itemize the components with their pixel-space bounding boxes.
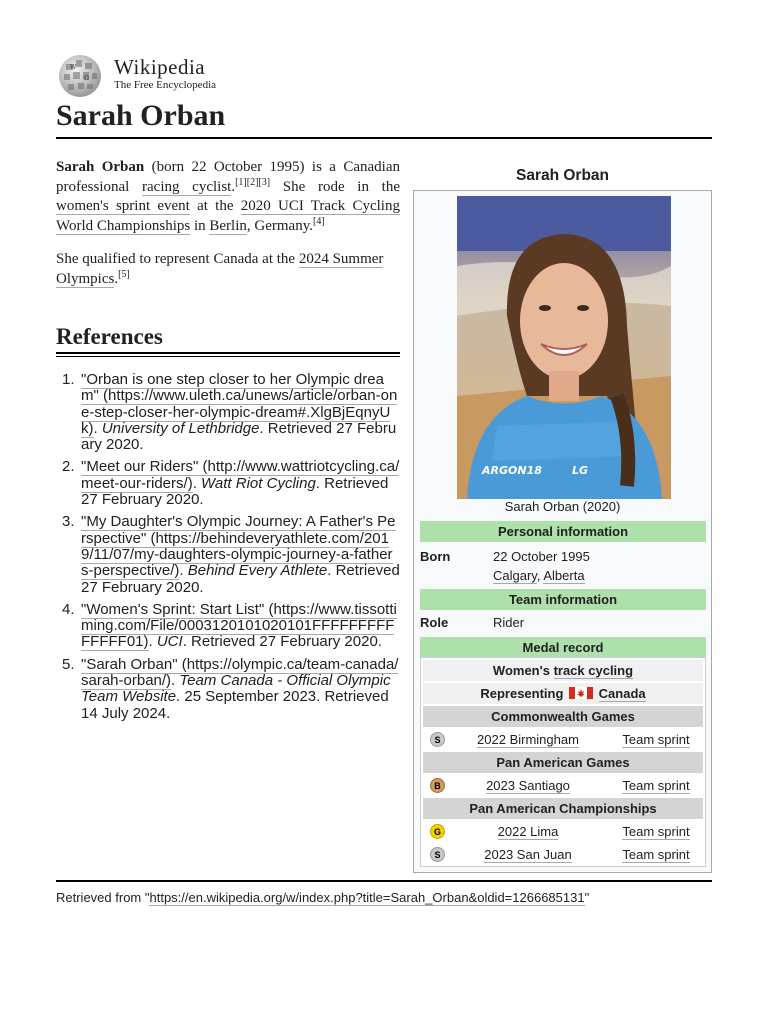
medal-event-link[interactable]: 2022 Lima bbox=[497, 824, 559, 839]
infobox-caption: Sarah Orban bbox=[515, 167, 610, 184]
text: . bbox=[171, 672, 180, 690]
text: . Retrieved 27 February 2020. bbox=[81, 562, 400, 596]
link-alberta[interactable]: Alberta bbox=[543, 568, 585, 583]
text: . bbox=[114, 270, 119, 287]
medal-table bbox=[420, 657, 706, 867]
wordmark-tagline: The Free Encyclopedia bbox=[114, 79, 217, 91]
silver-medal-icon: S bbox=[430, 732, 445, 747]
medal-record-header: Medal record bbox=[420, 637, 706, 658]
photo-caption: Sarah Orban (2020) bbox=[504, 499, 621, 514]
text: . bbox=[148, 633, 157, 651]
text: , Germany. bbox=[246, 217, 313, 234]
infobox bbox=[413, 190, 712, 873]
text: at the bbox=[189, 198, 241, 215]
page-title: Sarah Orban bbox=[56, 99, 226, 132]
wordmark-title: Wikipedia bbox=[114, 55, 206, 79]
text: , bbox=[536, 568, 544, 583]
games-row: Commonwealth Games bbox=[423, 706, 703, 727]
references-list bbox=[56, 372, 400, 728]
text: Women's bbox=[492, 663, 554, 678]
reference-source: Team Canada - Official Olympic Team Website bbox=[81, 672, 391, 706]
text: . Retrieved 27 February 2020. bbox=[182, 633, 382, 651]
lead-paragraph bbox=[56, 158, 400, 236]
reference-source: UCI bbox=[156, 633, 183, 651]
role-value: Rider bbox=[493, 615, 525, 630]
representing-label: Representing bbox=[480, 686, 564, 701]
link-canada[interactable]: Canada bbox=[598, 686, 646, 701]
reference-number: 1. bbox=[62, 371, 75, 388]
citation-4[interactable]: [4] bbox=[312, 215, 325, 227]
born-label: Born bbox=[420, 549, 451, 564]
medal-type-link[interactable]: Team sprint bbox=[622, 732, 690, 747]
canada-flag-icon bbox=[569, 687, 593, 699]
retrieved-url-link[interactable]: https://en.wikipedia.org/w/index.php?title=Sarah_Orban&oldid=1266685131 bbox=[149, 890, 585, 905]
born-place bbox=[493, 566, 585, 585]
medal-row bbox=[423, 844, 703, 865]
text: . Retrieved 27 February 2020. bbox=[81, 419, 397, 454]
medal-event-link[interactable]: 2022 Birmingham bbox=[477, 732, 579, 747]
reference-number: 3. bbox=[62, 513, 75, 531]
reference-source: University of Lethbridge bbox=[101, 419, 260, 437]
games-row: Pan American Championships bbox=[423, 798, 703, 819]
personal-information-header: Personal information bbox=[420, 521, 706, 542]
svg-text:LG: LG bbox=[572, 464, 589, 477]
link-track-cycling[interactable]: track cycling bbox=[553, 663, 634, 678]
references-divider bbox=[56, 352, 400, 357]
olympics-paragraph bbox=[56, 250, 400, 289]
reference-number: 2. bbox=[62, 458, 75, 476]
medal-row bbox=[423, 775, 703, 796]
reference-item bbox=[56, 657, 400, 722]
reference-item bbox=[56, 372, 400, 453]
medal-type-link[interactable]: Team sprint bbox=[622, 824, 690, 839]
medal-event-link[interactable]: 2023 Santiago bbox=[486, 778, 570, 793]
link-olympics[interactable]: 2024 Summer Olympics bbox=[56, 251, 384, 287]
bronze-medal-icon: B bbox=[430, 778, 445, 793]
silver-medal-icon: S bbox=[430, 847, 445, 862]
medal-type-link[interactable]: Team sprint bbox=[622, 847, 690, 862]
gold-medal-icon: G bbox=[430, 824, 445, 839]
svg-text:Ω: Ω bbox=[84, 75, 89, 82]
medal-type-link[interactable]: Team sprint bbox=[622, 778, 690, 793]
medal-row bbox=[423, 821, 703, 842]
footer-divider bbox=[56, 880, 712, 882]
wikipedia-wordmark[interactable] bbox=[114, 56, 216, 91]
link-championships[interactable]: 2020 UCI Track Cycling World Championships bbox=[56, 198, 400, 234]
text: She rode in the bbox=[270, 178, 400, 195]
medal-row bbox=[423, 729, 703, 750]
reference-link[interactable]: "Meet our Riders" (http://www.wattriotcycling.ca/meet-our-riders/) bbox=[81, 458, 400, 492]
team-information-header: Team information bbox=[420, 589, 706, 610]
sport-row bbox=[423, 660, 703, 681]
reference-number: 5. bbox=[62, 655, 75, 673]
references-heading: References bbox=[56, 324, 163, 349]
citation-5[interactable]: [5] bbox=[118, 268, 130, 280]
reference-link[interactable]: "Women's Sprint: Start List" (https://www.tissottiming.com/File/0003120101020101FFFFFFFFFFFFFF01) bbox=[81, 600, 397, 651]
text: . bbox=[179, 562, 188, 580]
reference-source: Watt Riot Cycling bbox=[201, 474, 316, 492]
text: . 25 September 2023. Retrieved 14 July 2024. bbox=[81, 688, 389, 722]
reference-item bbox=[56, 602, 400, 651]
representing-row bbox=[423, 683, 703, 704]
reference-link[interactable]: "Sarah Orban" (https://olympic.ca/team-canada/sarah-orban/) bbox=[81, 655, 399, 690]
title-divider bbox=[56, 137, 712, 139]
role-label: Role bbox=[420, 615, 449, 630]
text: . Retrieved 27 February 2020. bbox=[81, 474, 389, 509]
reference-link[interactable]: "Orban is one step closer to her Olympic dream" (https://www.uleth.ca/unews/article/orban-one-step-closer-her-olympic-dream#.XlgBjEqnyUk) bbox=[81, 371, 398, 437]
svg-text:W: W bbox=[70, 64, 77, 71]
link-berlin[interactable]: Berlin bbox=[209, 217, 247, 234]
medal-event-link[interactable]: 2023 San Juan bbox=[484, 847, 572, 862]
text: . bbox=[192, 474, 202, 492]
text: (born 22 October 1995) is a Canadian professional bbox=[56, 159, 400, 195]
retrieved-from bbox=[56, 890, 589, 906]
citation-1-2-3[interactable]: [1][2][3] bbox=[235, 176, 271, 188]
wikipedia-globe-logo[interactable] bbox=[56, 54, 104, 98]
link-calgary[interactable]: Calgary bbox=[493, 568, 537, 583]
reference-item bbox=[56, 514, 400, 595]
subject-name: Sarah Orban bbox=[56, 159, 145, 175]
link-racing-cyclist[interactable]: racing cyclist bbox=[142, 178, 232, 195]
games-row: Pan American Games bbox=[423, 752, 703, 773]
reference-item bbox=[56, 459, 400, 508]
text: . bbox=[231, 178, 236, 195]
reference-link[interactable]: "My Daughter's Olympic Journey: A Father's Perspective" (https://behindeveryathlete.com/2019/11/07/my-daughters-olympic-journey-a-fathers-perspective/) bbox=[81, 513, 396, 580]
svg-text:ARGON18: ARGON18 bbox=[482, 464, 542, 477]
text: in bbox=[190, 217, 210, 234]
text: . bbox=[93, 419, 102, 437]
reference-source: Behind Every Athlete bbox=[187, 562, 328, 580]
born-date: 22 October 1995 bbox=[493, 549, 590, 564]
athlete-photo[interactable] bbox=[457, 196, 671, 499]
text: Retrieved from " bbox=[56, 890, 150, 905]
text: She qualified to represent Canada at the bbox=[56, 251, 299, 267]
link-womens-sprint[interactable]: women's sprint event bbox=[56, 198, 190, 215]
reference-number: 4. bbox=[62, 600, 75, 618]
text: " bbox=[584, 890, 590, 905]
